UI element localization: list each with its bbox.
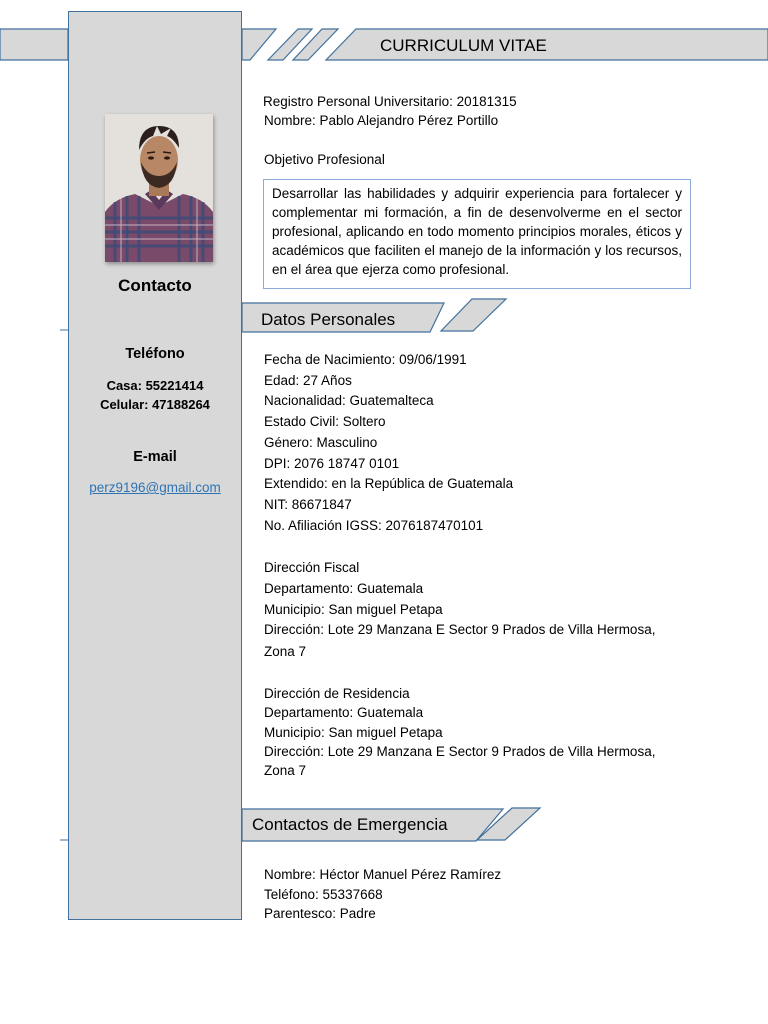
objective-heading: Objetivo Profesional — [264, 152, 385, 167]
registro-line: Registro Personal Universitario: 20181315 — [263, 94, 517, 109]
fiscal-address-block — [264, 558, 655, 663]
datos-personales-title: Datos Personales — [261, 310, 396, 329]
fiscal-municipio: Municipio: San miguel Petapa — [264, 601, 443, 617]
personal-line: NIT: 86671847 — [264, 496, 352, 512]
personal-line: Estado Civil: Soltero — [264, 414, 386, 430]
emergency-title: Contactos de Emergencia — [252, 815, 448, 834]
personal-data-list — [264, 350, 513, 536]
personal-line: No. Afiliación IGSS: 2076187470101 — [264, 517, 484, 533]
objective-text: Desarrollar las habilidades y adquirir experiencia para fortalecer y complementar mi formación, a fin de desenvolverme en el sector profesional, aplicando en todo momento principios morales, éticos y académicos que faciliten el manejo de la información y los recursos, en el área que ejerza como profesional. — [272, 186, 682, 277]
fiscal-departamento: Departamento: Guatemala — [264, 580, 424, 596]
nombre-line: Nombre: Pablo Alejandro Pérez Portillo — [264, 113, 499, 128]
residence-heading: Dirección de Residencia — [264, 686, 410, 701]
residence-departamento: Departamento: Guatemala — [264, 705, 424, 721]
residence-address-block — [264, 684, 655, 780]
email-title: E-mail — [133, 449, 177, 465]
residence-direccion: Dirección: Lote 29 Manzana E Sector 9 Prados de Villa Hermosa, — [264, 743, 656, 759]
phone-celular: Celular: 47188264 — [100, 397, 210, 412]
fiscal-direccion: Dirección: Lote 29 Manzana E Sector 9 Prados de Villa Hermosa, — [264, 622, 656, 638]
phone-casa: Casa: 55221414 — [106, 378, 204, 393]
page-title: CURRICULUM VITAE — [380, 36, 547, 55]
personal-line: Extendido: en la República de Guatemala — [264, 476, 514, 492]
residence-zona: Zona 7 — [264, 763, 307, 779]
personal-line: Edad: 27 Años — [264, 372, 352, 388]
emergency-contact-block — [264, 865, 501, 924]
phone-title: Teléfono — [125, 346, 185, 362]
personal-line: Nacionalidad: Guatemalteca — [264, 393, 434, 409]
personal-line: Fecha de Nacimiento: 09/06/1991 — [264, 352, 467, 367]
objective-box — [263, 179, 691, 289]
personal-line: Género: Masculino — [264, 434, 378, 450]
contact-title: Contacto — [118, 276, 192, 295]
emergency-nombre: Nombre: Héctor Manuel Pérez Ramírez — [264, 867, 502, 882]
fiscal-heading: Dirección Fiscal — [264, 560, 360, 575]
fiscal-zona: Zona 7 — [264, 644, 307, 660]
personal-line: DPI: 2076 18747 0101 — [264, 455, 400, 471]
emergency-telefono: Teléfono: 55337668 — [264, 886, 383, 902]
residence-municipio: Municipio: San miguel Petapa — [264, 724, 443, 740]
profile-photo — [105, 114, 213, 262]
email-link[interactable]: perz9196@gmail.com — [89, 480, 221, 495]
emergency-parentesco: Parentesco: Padre — [264, 906, 376, 921]
